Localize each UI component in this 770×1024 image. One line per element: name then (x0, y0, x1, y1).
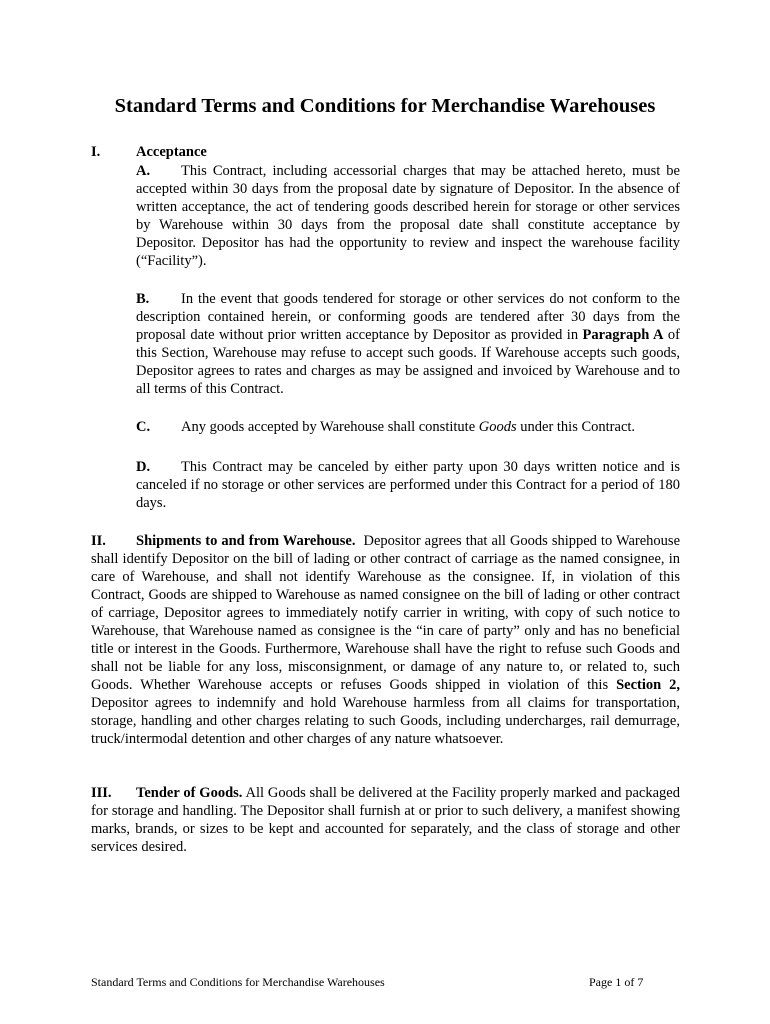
section-1-number: I. (91, 144, 101, 160)
document-title: Standard Terms and Conditions for Merchandise Warehouses (114, 95, 656, 117)
section-1-paragraph-a (136, 162, 680, 270)
section-3-text: All Goods shall be delivered at the Facility properly marked and packaged for storage and handling. The Depositor shall furnish at or prior to such delivery, a manifest showing marks, brands, or sizes to be kept and accounted for separately, and the class of storage and other services desired. (91, 785, 680, 855)
footer-page-number: Page 1 of 7 (589, 975, 644, 989)
paragraph-d-text: This Contract may be canceled by either party upon 30 days written notice and is canceled if no storage or other services are performed under this Contract for a period of 180 days. (136, 459, 680, 511)
paragraph-c-label: C. (136, 419, 151, 435)
section-2-text: Depositor agrees that all Goods shipped to Warehouse shall identify Depositor on the bill of lading or other contract of carriage as the named consignee, in care of Warehouse, and shall not identify Warehouse as the consignee. If, in violation of this Contract, Goods are shipped to Warehouse as named consignee on the bill of lading or other contract of carriage, Depositor agrees to immediately notify carrier in writing, with copy of such notice to Warehouse, that Warehouse named as consignee is the “in care of party” only and has no beneficial title or interest in the Goods. Furthermore, Warehouse shall have the right to refuse such Goods and shall not be liable for any loss, misconsignment, or damage of any nature to, or related to, such Goods. Whether Warehouse accepts or refuses Goods shipped in violation of this (91, 533, 681, 693)
section-3-number: III. (91, 785, 112, 801)
section-3 (91, 784, 680, 856)
paragraph-a-text: This Contract, including accessorial charges that may be attached hereto, must be accepted within 30 days from the proposal date by signature of Depositor. In the absence of written acceptance, the act of tendering goods described herein for storage or other services by Warehouse within 30 days from the proposal date shall constitute acceptance by Depositor. Depositor has had the opportunity to review and inspect the warehouse facility (“Facility”). (136, 163, 680, 269)
section-2-reference: Section 2, (616, 677, 681, 693)
paragraph-c-text: Any goods accepted by Warehouse shall constitute (181, 419, 479, 435)
section-1-paragraph-b (136, 290, 680, 398)
paragraph-d-label: D. (136, 459, 151, 475)
paragraph-a-reference: Paragraph A (582, 327, 664, 343)
section-2-text-cont: Depositor agrees to indemnify and hold Warehouse harmless from all claims for transportation, storage, handling and other charges relating to such Goods, including undercharges, rail demurrage, truck/intermodal detention and other charges of any nature whatsoever. (91, 695, 680, 747)
paragraph-c-text-cont: under this Contract. (516, 419, 636, 435)
section-1-paragraph-d (136, 458, 680, 512)
paragraph-b-label: B. (136, 291, 150, 307)
paragraph-a-label: A. (136, 163, 151, 179)
section-2 (91, 532, 680, 748)
section-2-number: II. (91, 533, 106, 549)
goods-term: Goods (478, 419, 517, 435)
paragraph-b-text: In the event that goods tendered for storage or other services do not conform to the description contained herein, or conforming goods are tendered after 30 days from the proposal date without prior written acceptance by Depositor as provided in (136, 291, 680, 343)
footer-document-title: Standard Terms and Conditions for Merchandise Warehouses (91, 975, 385, 989)
section-3-heading: Tender of Goods. (136, 785, 243, 801)
paragraph-b-text-cont: of this Section, Warehouse may refuse to accept such goods. If Warehouse accepts such goods, Depositor agrees to rates and charges as may be assigned and invoiced by Warehouse and to all terms of this Contract. (136, 327, 680, 397)
section-1-heading: Acceptance (136, 144, 207, 160)
section-1-paragraph-c (136, 418, 680, 436)
section-2-heading: Shipments to and from Warehouse. (136, 533, 356, 549)
